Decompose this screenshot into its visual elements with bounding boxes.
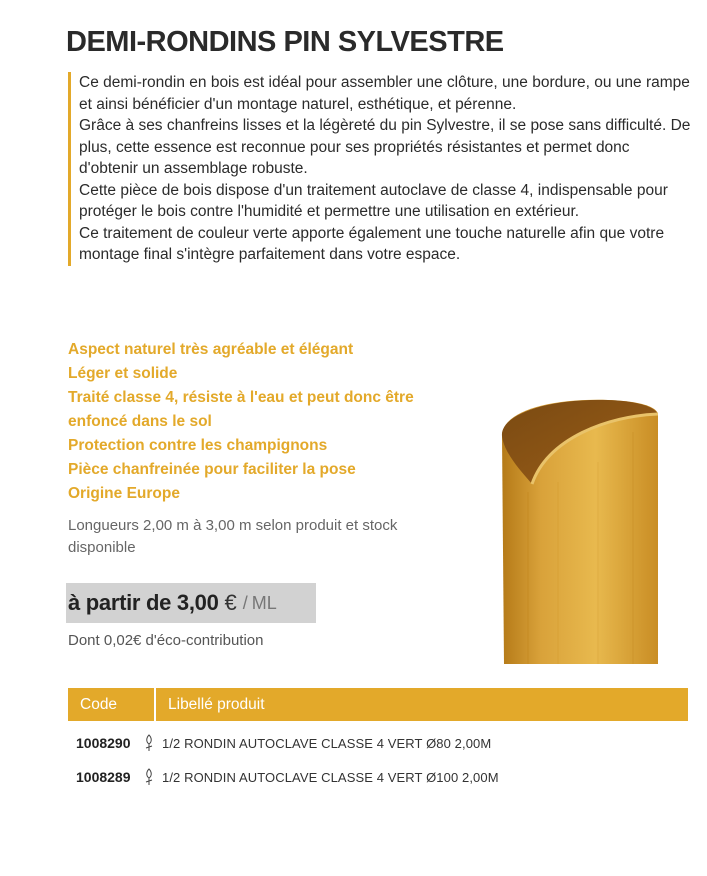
eco-label-icon: [144, 768, 154, 786]
table-row: [76, 734, 491, 752]
description-paragraph: Ce traitement de couleur verte apporte également une touche naturelle afin que votre montage final s'intègre parfaitement dans votre espace.: [79, 224, 665, 263]
feature-list: [68, 338, 414, 506]
feature-item: Léger et solide: [68, 365, 178, 382]
column-header-code: Code: [80, 695, 118, 713]
feature-item: Aspect naturel très agréable et élégant: [68, 341, 354, 358]
product-label: 1/2 RONDIN AUTOCLAVE CLASSE 4 VERT Ø80 2,00M: [162, 735, 492, 751]
product-table-header: [68, 688, 688, 721]
product-code: 1008290: [76, 735, 131, 751]
feature-item: Pièce chanfreinée pour faciliter la pose: [68, 461, 356, 478]
feature-item: Traité classe 4, résiste à l'eau et peut donc être: [68, 389, 414, 406]
half-log-image: [488, 392, 660, 666]
price-unit: ML: [251, 592, 277, 613]
eco-contribution: Dont 0,02€ d'éco-contribution: [68, 632, 264, 649]
description-paragraph: Ce demi-rondin en bois est idéal pour assembler une clôture, une bordure, ou une rampe et ainsi bénéficier d'un montage naturel, esthétique, et pérenne.: [79, 74, 690, 113]
product-label: 1/2 RONDIN AUTOCLAVE CLASSE 4 VERT Ø100 2,00M: [162, 769, 499, 785]
product-code: 1008289: [76, 769, 131, 785]
feature-item: Origine Europe: [68, 485, 180, 502]
length-info: Longueurs 2,00 m à 3,00 m selon produit et stock disponible: [68, 517, 398, 556]
feature-item: Protection contre les champignons: [68, 437, 328, 454]
price-value: à partir de 3,00: [68, 590, 219, 615]
description-paragraph: Grâce à ses chanfreins lisses et la légèreté du pin Sylvestre, il se pose sans difficulté. De plus, cette essence est reconnue pour ses propriétés résistantes et permet donc d'obtenir un assemblage robuste.: [79, 117, 691, 177]
eco-label-icon: [144, 734, 154, 752]
column-header-label: Libellé produit: [168, 695, 265, 713]
page-title: DEMI-RONDINS PIN SYLVESTRE: [66, 26, 504, 58]
price-separator: /: [242, 592, 248, 613]
table-row: [76, 768, 499, 786]
feature-item: enfoncé dans le sol: [68, 413, 212, 430]
product-description: [68, 72, 691, 266]
price-block: [66, 583, 316, 623]
description-paragraph: Cette pièce de bois dispose d'un traitement autoclave de classe 4, indispensable pour protéger le bois contre l'humidité et permettre une utilisation en extérieur.: [79, 181, 668, 220]
price-currency: €: [224, 590, 237, 615]
